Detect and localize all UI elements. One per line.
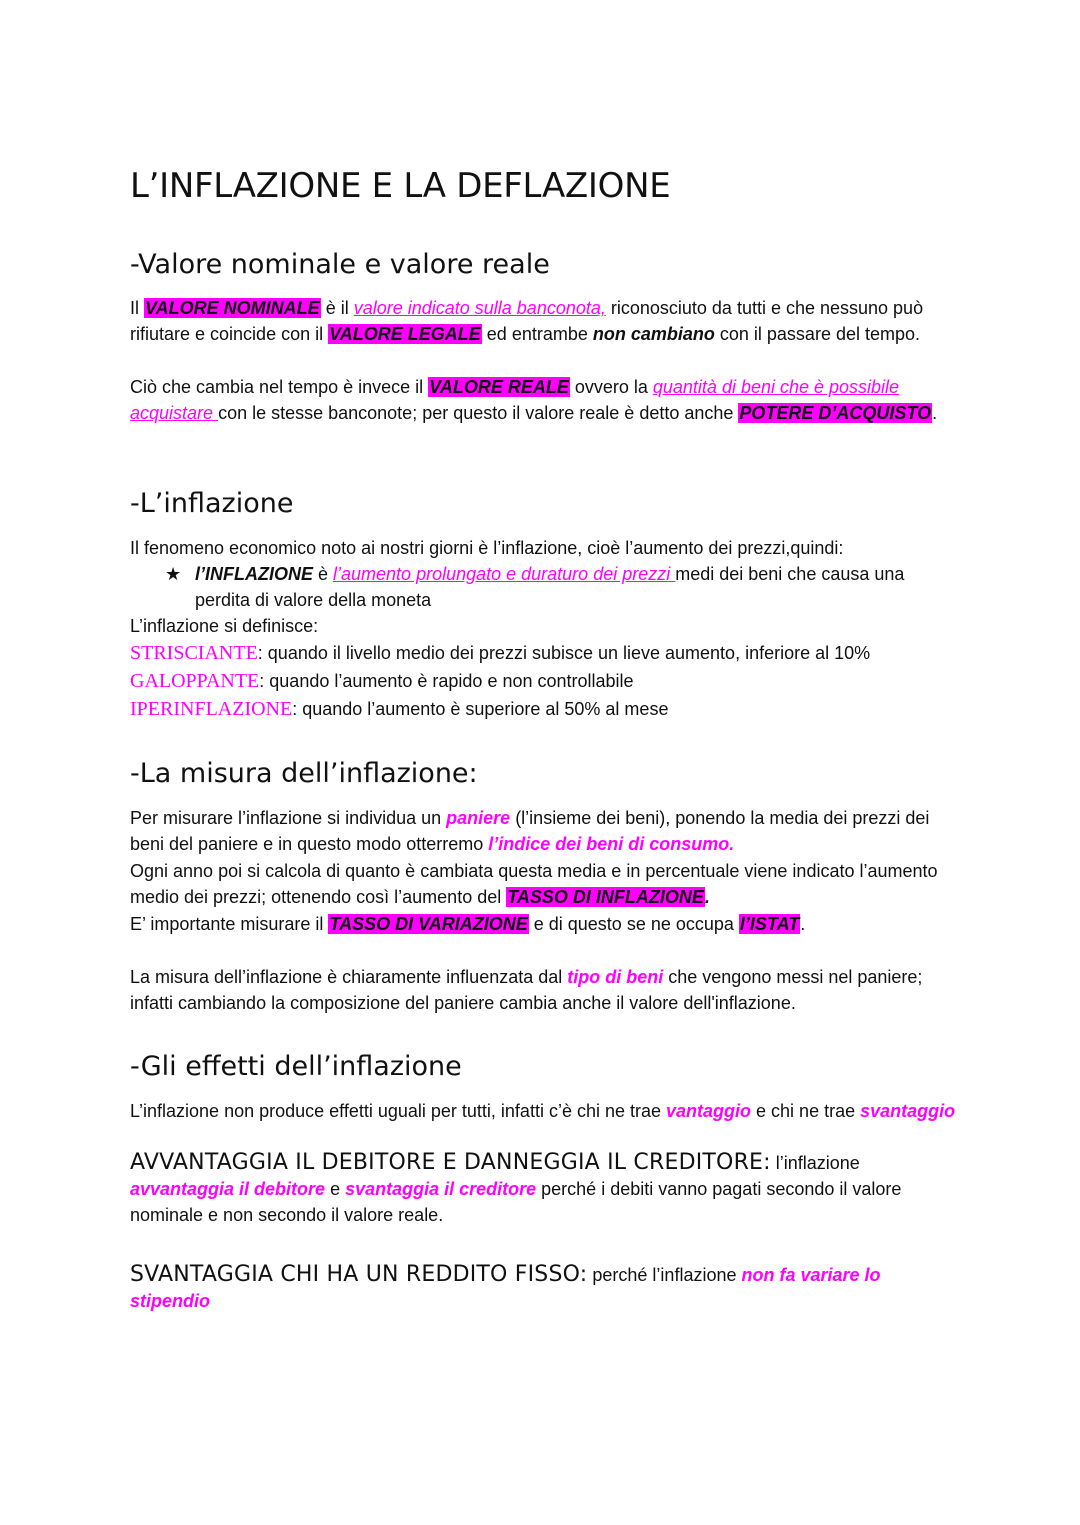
paragraph-misura-4: La misura dell’inflazione è chiaramente influenzata dal tipo di beni che vengono messi nel paniere; infatti cambiando la composizione del paniere cambia anche il valore dell'inflazione. bbox=[130, 967, 923, 1013]
paragraph-effetti-1: L’inflazione non produce effetti uguali per tutti, infatti c’è chi ne trae vantaggio e chi ne trae svantaggio bbox=[130, 1101, 956, 1121]
paragraph-si-definisce: L’inflazione si definisce: bbox=[130, 616, 319, 636]
caps-svantaggia-reddito-fisso: SVANTAGGIA CHI HA UN REDDITO FISSO: bbox=[130, 1262, 588, 1287]
pink-tipo-beni: tipo di beni bbox=[567, 967, 664, 987]
section-heading-inflazione: -L’inflazione bbox=[130, 488, 294, 519]
highlight-valore-legale: VALORE LEGALE bbox=[329, 324, 481, 344]
type-strisciante: STRISCIANTE: quando il livello medio dei prezzi subisce un lieve aumento, inferiore al 10% bbox=[130, 642, 871, 664]
highlight-istat: l’ISTAT bbox=[739, 914, 800, 934]
link-quantita-beni[interactable]: quantità di beni che è possibile acquistare bbox=[130, 377, 900, 423]
paragraph-misura-2: Ogni anno poi si calcola di quanto è cambiata questa media e in percentuale viene indicato l’aumento medio dei prezzi; ottenendo così l’aumento del TASSO DI INFLAZIONE. bbox=[130, 861, 938, 907]
paragraph-valore-1: Il VALORE NOMINALE è il valore indicato sulla banconota, riconosciuto da tutti e che nessuno può rifiutare e coincide con il VALORE LEGALE ed entrambe non cambiano con il passare del tempo. bbox=[130, 298, 924, 344]
star-bullet-icon: ★ bbox=[165, 564, 182, 584]
caps-avvantaggia-debitore: AVVANTAGGIA IL DEBITORE E DANNEGGIA IL CREDITORE: bbox=[130, 1150, 771, 1175]
paragraph-effetti-2: AVVANTAGGIA IL DEBITORE E DANNEGGIA IL CREDITORE: l’inflazione avvantaggia il debitore e svantaggia il creditore perché i debiti vanno pagati secondo il valore nominale e non secondo il valore reale. bbox=[130, 1150, 902, 1225]
paragraph-misura-3: E’ importante misurare il TASSO DI VARIAZIONE e di questo se ne occupa l’ISTAT. bbox=[130, 914, 806, 934]
section-heading-misura: -La misura dell’inflazione: bbox=[130, 758, 478, 789]
type-galoppante: GALOPPANTE: quando l’aumento è rapido e non controllabile bbox=[130, 670, 634, 692]
highlight-tasso-variazione: TASSO DI VARIAZIONE bbox=[329, 914, 528, 934]
section-heading-effetti: -Gli effetti dell’inflazione bbox=[130, 1051, 462, 1082]
section-heading-valore: -Valore nominale e valore reale bbox=[130, 249, 550, 280]
paragraph-misura-1: Per misurare l’inflazione si individua un paniere (l’insieme dei beni), ponendo la media dei prezzi dei beni del paniere e in questo modo otterremo l’indice dei beni di consumo. bbox=[130, 808, 930, 854]
paragraph-inflazione-intro: Il fenomeno economico noto ai nostri giorni è l’inflazione, cioè l’aumento dei prezzi,quindi: bbox=[130, 538, 844, 558]
bullet-inflazione-definition: l’INFLAZIONE è l’aumento prolungato e duraturo dei prezzi medi dei beni che causa una perdita di valore della moneta bbox=[195, 564, 905, 610]
highlight-tasso-inflazione: TASSO DI INFLAZIONE bbox=[507, 887, 704, 907]
paragraph-valore-2: Ciò che cambia nel tempo è invece il VALORE REALE ovvero la quantità di beni che è possibile acquistare con le stesse banconote; per questo il valore reale è detto anche POTERE D’ACQUISTO. bbox=[130, 377, 938, 423]
type-iperinflazione: IPERINFLAZIONE: quando l’aumento è superiore al 50% al mese bbox=[130, 698, 669, 720]
highlight-valore-reale: VALORE REALE bbox=[429, 377, 569, 397]
pink-vantaggio: vantaggio bbox=[666, 1101, 752, 1121]
link-aumento-prezzi[interactable]: l’aumento prolungato e duraturo dei prezzi bbox=[333, 564, 676, 584]
highlight-valore-nominale: VALORE NOMINALE bbox=[145, 298, 320, 318]
pink-paniere: paniere bbox=[446, 808, 511, 828]
pink-svantaggio: svantaggio bbox=[860, 1101, 956, 1121]
paragraph-effetti-3: SVANTAGGIA CHI HA UN REDDITO FISSO: perché l’inflazione non fa variare lo stipendio bbox=[130, 1262, 881, 1311]
pink-indice-beni: l’indice dei beni di consumo. bbox=[488, 834, 735, 854]
highlight-potere-acquisto: POTERE D’ACQUISTO bbox=[739, 403, 932, 423]
bold-non-cambiano: non cambiano bbox=[592, 324, 715, 344]
link-valore-banconota[interactable]: valore indicato sulla banconota, bbox=[353, 298, 606, 318]
page-title: L’INFLAZIONE E LA DEFLAZIONE bbox=[130, 166, 671, 206]
